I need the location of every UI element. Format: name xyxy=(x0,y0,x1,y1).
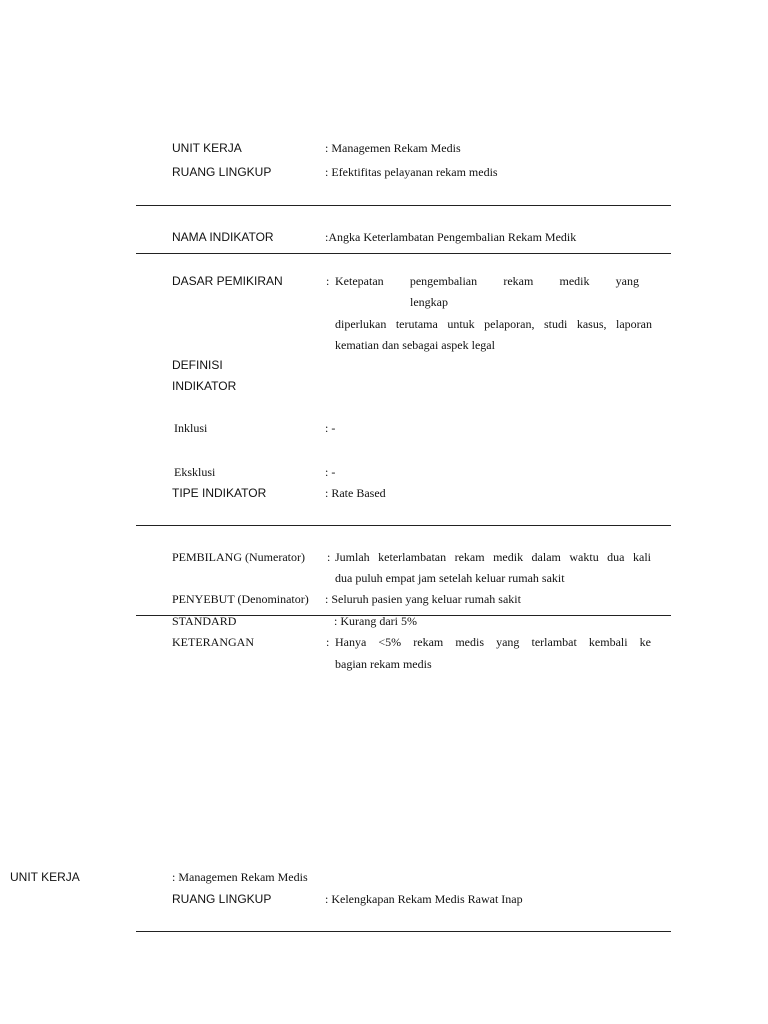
inklusi-label: Inklusi xyxy=(174,421,208,435)
nama-indikator-value: :Angka Keterlambatan Pengembalian Rekam Medik xyxy=(325,230,577,244)
tipe-indikator-value: : Rate Based xyxy=(325,486,386,500)
indikator-label: INDIKATOR xyxy=(172,379,237,393)
pembilang-colon: : xyxy=(327,550,331,564)
tipe-indikator-label: TIPE INDIKATOR xyxy=(172,486,267,500)
keterangan-line2: bagian rekam medis xyxy=(335,657,432,671)
unit-kerja-value: : Managemen Rekam Medis xyxy=(325,141,461,155)
divider xyxy=(136,931,671,932)
pembilang-line2: dua puluh empat jam setelah keluar rumah sakit xyxy=(335,571,565,585)
unit-kerja-label: UNIT KERJA xyxy=(172,141,242,155)
penyebut-value: : Seluruh pasien yang keluar rumah sakit xyxy=(325,592,521,606)
standard-label: STANDARD xyxy=(172,614,237,628)
standard-value: : Kurang dari 5% xyxy=(334,614,417,628)
pembilang-line1: Jumlah keterlambatan rekam medik dalam waktu dua kali xyxy=(335,550,651,564)
ruang-lingkup-value-2: : Kelengkapan Rekam Medis Rawat Inap xyxy=(325,892,523,906)
divider xyxy=(136,525,671,526)
dasar-pemikiran-line3: diperlukan terutama untuk pelaporan, studi kasus, laporan xyxy=(335,317,652,331)
eksklusi-label: Eksklusi xyxy=(174,465,216,479)
pembilang-label: PEMBILANG (Numerator) xyxy=(172,550,305,564)
eksklusi-value: : - xyxy=(325,465,336,479)
divider xyxy=(136,205,671,206)
dasar-pemikiran-label: DASAR PEMIKIRAN xyxy=(172,274,283,288)
nama-indikator-label: NAMA INDIKATOR xyxy=(172,230,274,244)
dasar-pemikiran-colon: : xyxy=(326,274,330,288)
inklusi-value: : - xyxy=(325,421,336,435)
keterangan-line1: Hanya <5% rekam medis yang terlambat kembali ke xyxy=(335,635,651,649)
unit-kerja-label-2: UNIT KERJA xyxy=(10,870,80,884)
keterangan-colon: : xyxy=(326,635,330,649)
dasar-pemikiran-line1: Ketepatan pengembalian rekam medik yang xyxy=(335,274,639,288)
definisi-label: DEFINISI xyxy=(172,358,223,372)
divider xyxy=(136,253,671,254)
ruang-lingkup-label-2: RUANG LINGKUP xyxy=(172,892,272,906)
dasar-pemikiran-line2: lengkap xyxy=(410,295,448,309)
keterangan-label: KETERANGAN xyxy=(172,635,254,649)
unit-kerja-value-2: : Managemen Rekam Medis xyxy=(172,870,308,884)
penyebut-label: PENYEBUT (Denominator) xyxy=(172,592,309,606)
ruang-lingkup-value: : Efektifitas pelayanan rekam medis xyxy=(325,165,498,179)
ruang-lingkup-label: RUANG LINGKUP xyxy=(172,165,272,179)
dasar-pemikiran-line4: kematian dan sebagai aspek legal xyxy=(335,338,495,352)
